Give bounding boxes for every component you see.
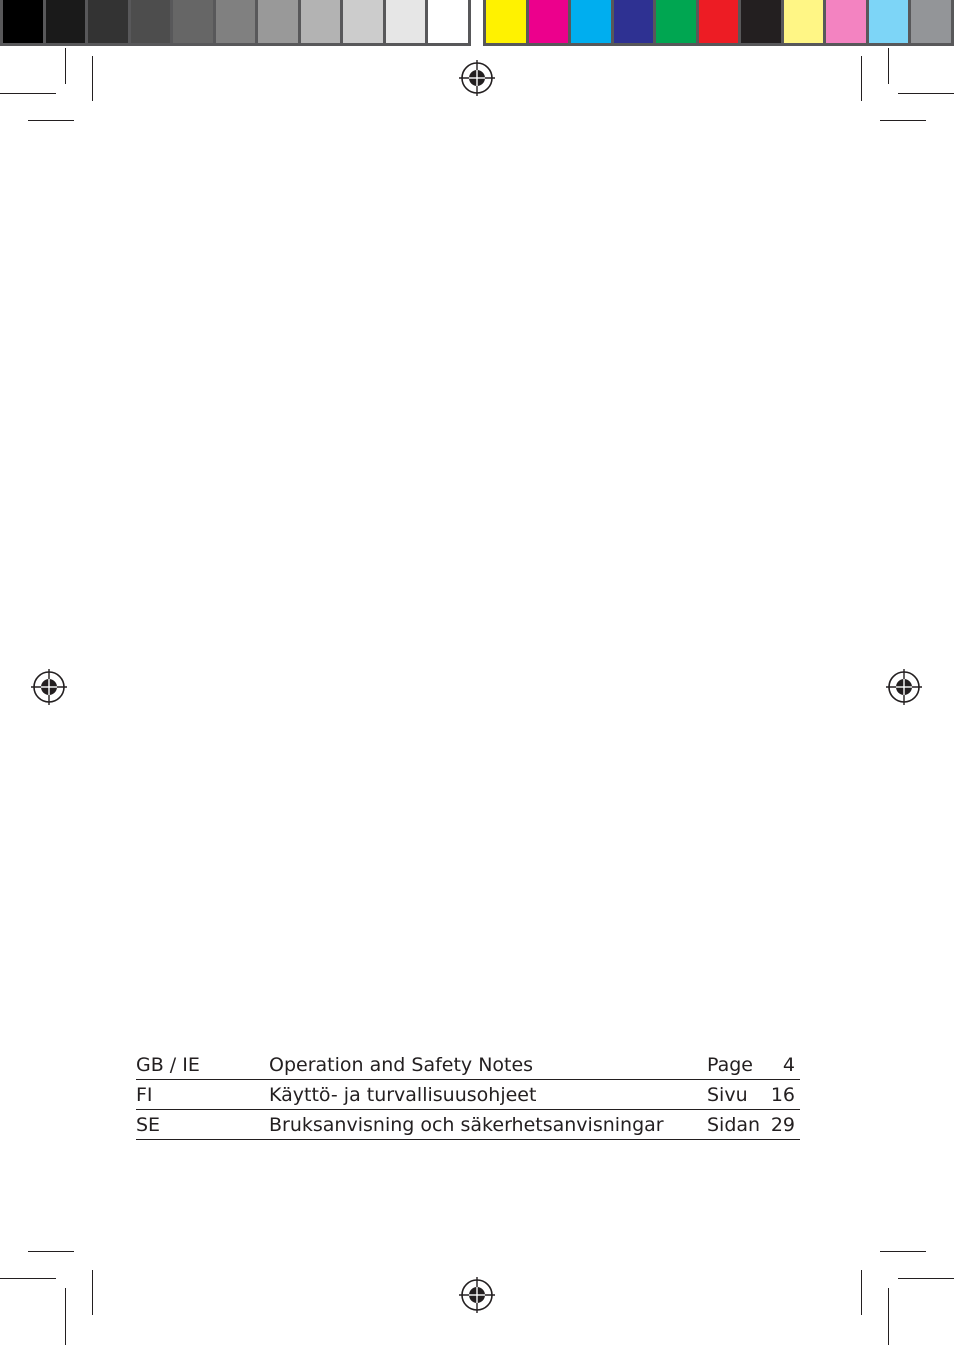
crop-mark xyxy=(880,1251,926,1252)
crop-mark xyxy=(888,1288,889,1345)
registration-mark-right-icon xyxy=(886,669,922,705)
color-swatch xyxy=(529,0,572,43)
section-title: Käyttö- ja turvallisuusohjeet xyxy=(269,1084,537,1106)
crop-mark xyxy=(65,1288,66,1345)
crop-mark xyxy=(880,120,926,121)
registration-mark-left-icon xyxy=(31,669,67,705)
color-swatch xyxy=(486,0,529,43)
crop-mark xyxy=(888,48,889,84)
color-swatch xyxy=(656,0,699,43)
page-label: Page xyxy=(707,1054,753,1076)
gray-swatch xyxy=(46,0,89,43)
registration-mark-top-icon xyxy=(459,60,495,96)
color-swatch xyxy=(784,0,827,43)
language-code: GB / IE xyxy=(136,1054,200,1076)
toc-row-se[interactable] xyxy=(136,1110,800,1140)
color-swatch xyxy=(699,0,742,43)
registration-mark-bottom-icon xyxy=(459,1277,495,1313)
grayscale-color-bar xyxy=(0,0,471,46)
language-code: FI xyxy=(136,1084,153,1106)
gray-swatch xyxy=(343,0,386,43)
crop-mark xyxy=(92,56,93,101)
section-title: Bruksanvisning och säkerhetsanvisningar xyxy=(269,1114,664,1136)
crop-mark xyxy=(898,1278,954,1279)
color-swatch xyxy=(614,0,657,43)
gray-swatch xyxy=(216,0,259,43)
gray-swatch xyxy=(88,0,131,43)
gray-swatch xyxy=(258,0,301,43)
page-number: 29 xyxy=(770,1114,795,1136)
toc-row-fi[interactable] xyxy=(136,1080,800,1110)
crop-mark xyxy=(0,1278,56,1279)
crop-mark xyxy=(0,93,56,94)
gray-swatch xyxy=(386,0,429,43)
crop-mark xyxy=(28,120,74,121)
language-contents-table xyxy=(136,1050,800,1140)
gray-swatch xyxy=(173,0,216,43)
page-number: 4 xyxy=(782,1054,795,1076)
gray-swatch xyxy=(301,0,344,43)
process-color-bar xyxy=(483,0,954,46)
toc-row-gb-ie[interactable] xyxy=(136,1050,800,1080)
crop-mark xyxy=(92,1270,93,1315)
crop-mark xyxy=(898,93,954,94)
crop-mark xyxy=(65,48,66,84)
gray-swatch xyxy=(131,0,174,43)
color-swatch xyxy=(571,0,614,43)
color-swatch xyxy=(826,0,869,43)
gray-swatch xyxy=(428,0,468,43)
color-swatch xyxy=(741,0,784,43)
page-number: 16 xyxy=(770,1084,795,1106)
crop-mark xyxy=(861,56,862,101)
color-swatch xyxy=(911,0,951,43)
page-label: Sidan xyxy=(707,1114,761,1136)
crop-mark xyxy=(861,1270,862,1315)
page-label: Sivu xyxy=(707,1084,748,1106)
color-swatch xyxy=(869,0,912,43)
crop-mark xyxy=(28,1251,74,1252)
language-code: SE xyxy=(136,1114,161,1136)
section-title: Operation and Safety Notes xyxy=(269,1054,534,1076)
gray-swatch xyxy=(3,0,46,43)
